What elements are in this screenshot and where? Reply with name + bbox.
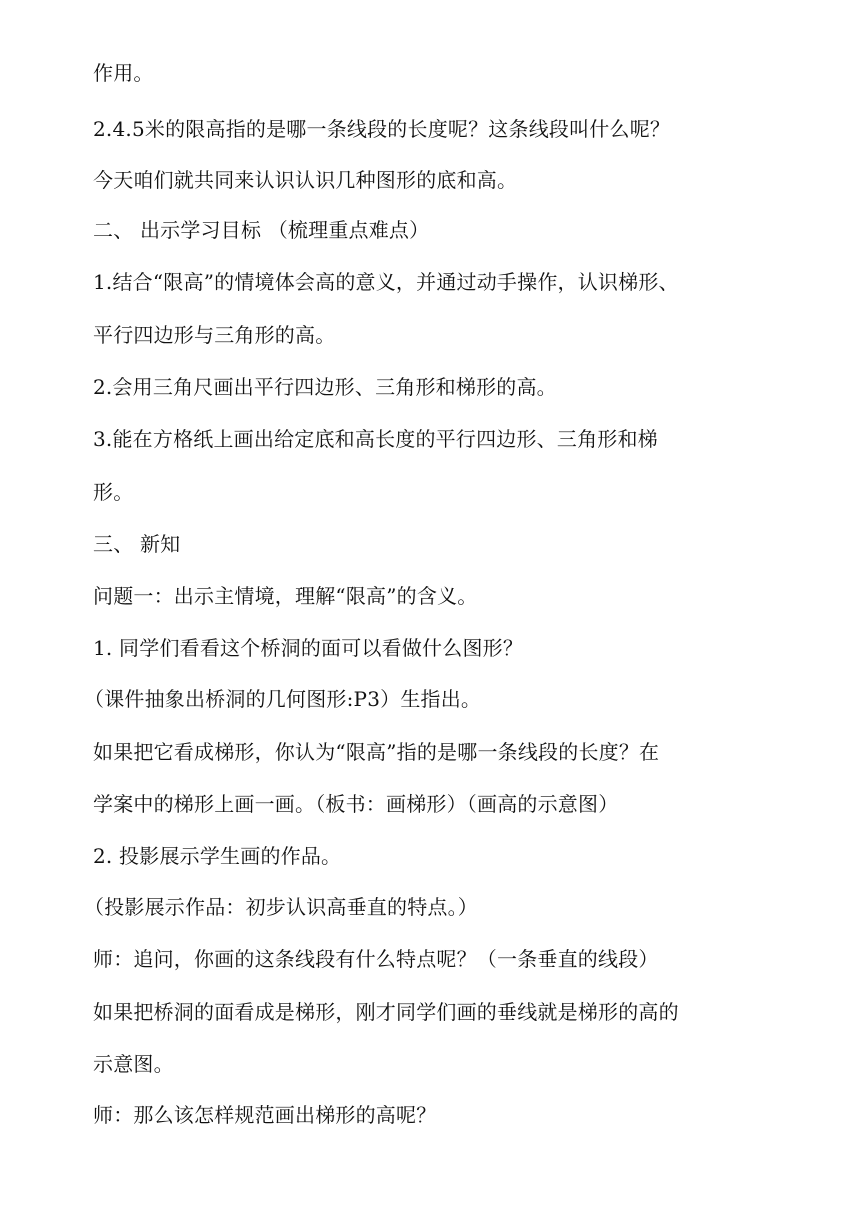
text-line-16: 2. 投影展示学生画的作品。 <box>93 844 342 868</box>
text-line-13: （课件抽象出桥洞的几何图形:P3）生指出。 <box>84 687 482 711</box>
text-line-7: 2.会用三角尺画出平行四边形、三角形和梯形的高。 <box>93 375 557 399</box>
text-line-3: 今天咱们就共同来认识认识几种图形的底和高。 <box>93 168 518 192</box>
text-line-5: 1.结合“限高”的情境体会高的意义，并通过动手操作，认识梯形、 <box>93 270 679 294</box>
section-heading-3: 三、 新知 <box>93 532 181 556</box>
text-line-9: 形。 <box>93 480 134 504</box>
text-line-21: 师：那么该怎样规范画出梯形的高呢？ <box>93 1103 437 1127</box>
text-line-2: 2.4.5米的限高指的是哪一条线段的长度呢？这条线段叫什么呢？ <box>93 117 671 141</box>
text-line-14: 如果把它看成梯形，你认为“限高”指的是哪一条线段的长度？在 <box>93 740 660 764</box>
text-line-1: 作用。 <box>93 61 154 85</box>
text-line-20: 示意图。 <box>93 1052 174 1076</box>
text-line-6: 平行四边形与三角形的高。 <box>93 323 336 347</box>
text-line-17: （投影展示作品：初步认识高垂直的特点。） <box>84 895 478 919</box>
text-line-12: 1. 同学们看看这个桥洞的面可以看做什么图形？ <box>93 636 524 660</box>
text-line-18: 师：追问，你画的这条线段有什么特点呢？（一条垂直的线段） <box>93 947 659 971</box>
text-line-15: 学案中的梯形上画一画。（板书：画梯形）（画高的示意图） <box>93 792 619 816</box>
text-line-11: 问题一：出示主情境，理解“限高”的含义。 <box>93 584 478 608</box>
text-line-8: 3.能在方格纸上画出给定底和高长度的平行四边形、三角形和梯 <box>93 427 658 451</box>
text-line-19: 如果把桥洞的面看成是梯形，刚才同学们画的垂线就是梯形的高的 <box>93 1000 679 1024</box>
section-heading-2: 二、 出示学习目标 （梳理重点难点） <box>93 218 430 242</box>
